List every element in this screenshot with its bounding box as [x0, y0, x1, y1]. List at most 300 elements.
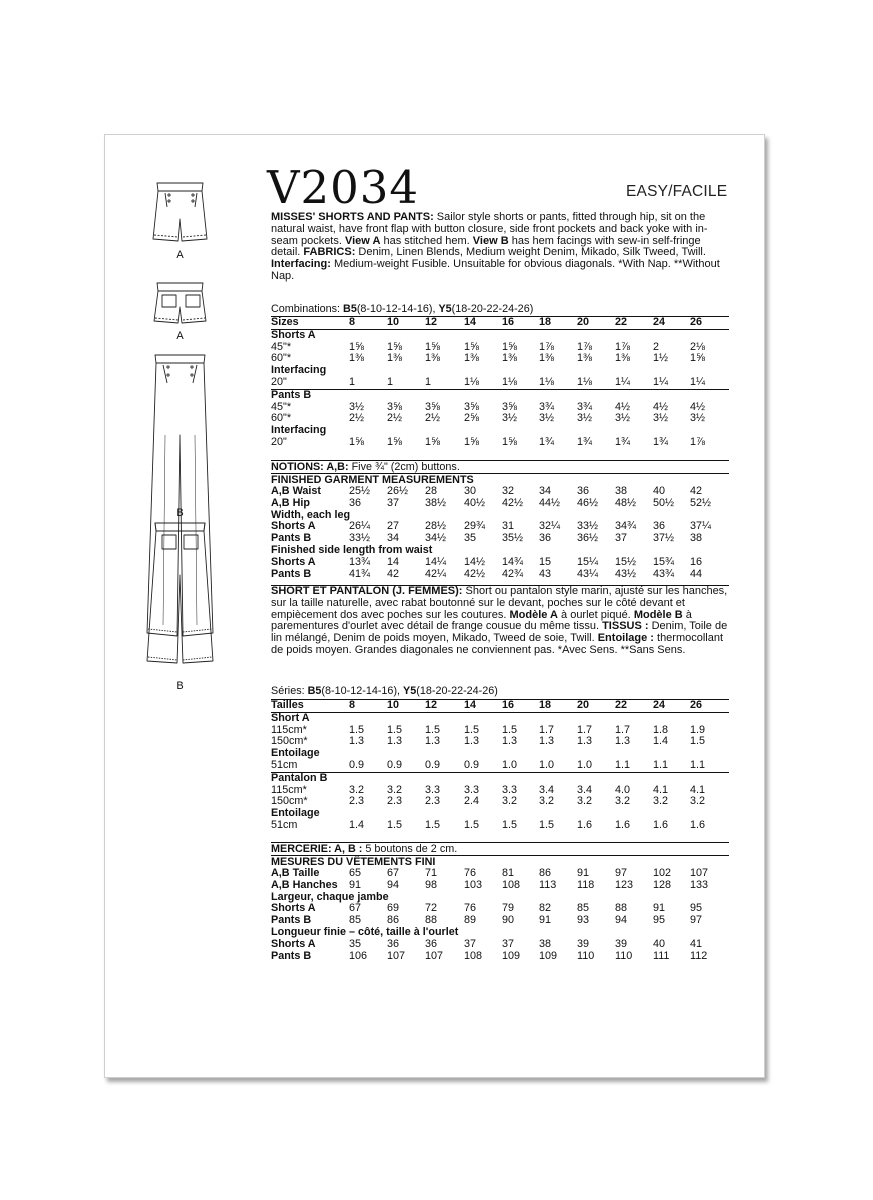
- table-cell: 88: [425, 914, 438, 927]
- table-cell: 15¾: [653, 555, 675, 568]
- table-cell: 102: [653, 867, 672, 879]
- table-cell: 16: [690, 555, 703, 568]
- table-cell: 85: [349, 914, 362, 927]
- row-label: Pants B: [271, 949, 312, 962]
- row-label: Interfacing: [271, 364, 327, 377]
- table-cell: 1⅝: [349, 340, 365, 353]
- french-description: [271, 586, 731, 657]
- table-row: [271, 377, 728, 389]
- size-header-row: [271, 700, 728, 712]
- table-cell: 1.4: [349, 818, 365, 831]
- table-cell: 36: [349, 496, 362, 509]
- table-cell: 2.3: [387, 795, 403, 808]
- table-cell: 36: [577, 485, 590, 497]
- table-cell: 1.3: [387, 735, 403, 748]
- table-cell: 1⅜: [387, 352, 403, 365]
- table-row: [271, 939, 728, 951]
- table-cell: 91: [539, 914, 552, 927]
- table-cell: 3.2: [539, 795, 555, 808]
- table-cell: 3.2: [577, 795, 593, 808]
- table-cell: 1.5: [690, 735, 706, 748]
- figure-label-a: A: [176, 330, 184, 342]
- table-cell: 91: [577, 867, 590, 879]
- table-cell: 3.4: [577, 783, 593, 796]
- table-cell: 1.9: [690, 723, 706, 736]
- description-heading: SHORT ET PANTALON (J. FEMMES):: [271, 585, 463, 597]
- table-cell: 43: [539, 567, 552, 580]
- table-cell: 98: [425, 878, 438, 891]
- table-cell: 0.9: [425, 758, 441, 771]
- table-cell: 1⅝: [425, 435, 441, 448]
- table-cell: 1⅜: [464, 352, 480, 365]
- table-cell: 32: [502, 485, 515, 497]
- table-cell: 1⅝: [464, 340, 480, 353]
- table-cell: 2.3: [425, 795, 441, 808]
- description-text: has stitched hem.: [380, 234, 473, 247]
- table-cell: 107: [690, 867, 709, 879]
- table-cell: 111: [653, 949, 670, 962]
- table-cell: 1.1: [653, 758, 669, 771]
- table-cell: 91: [349, 878, 362, 891]
- table-cell: 36: [539, 532, 552, 545]
- row-label: 20": [271, 435, 287, 448]
- table-cell: 1.5: [464, 723, 480, 736]
- table-cell: 1.5: [425, 818, 441, 831]
- table-cell: 123: [615, 878, 634, 891]
- table-cell: 65: [349, 867, 362, 879]
- table-cell: 52½: [690, 496, 712, 509]
- table-cell: 3.2: [502, 795, 518, 808]
- table-cell: 3¾: [539, 400, 555, 413]
- table-cell: 44½: [539, 496, 561, 509]
- description-text: has hem facings with sew-in self-fringe detail.: [271, 234, 701, 259]
- row-label: 51cm: [271, 758, 298, 771]
- table-row: [271, 353, 728, 365]
- size-header: 10: [387, 316, 400, 328]
- table-cell: 27: [387, 520, 400, 533]
- table-row: [271, 796, 728, 808]
- table-row: [271, 820, 728, 832]
- french-yardage-table: [271, 700, 728, 832]
- size-header: 12: [425, 316, 438, 328]
- table-cell: 1.6: [653, 818, 669, 831]
- table-cell: 2.4: [464, 795, 480, 808]
- table-cell: 1.5: [425, 723, 441, 736]
- table-cell: 113: [539, 878, 557, 891]
- table-cell: 69: [387, 902, 400, 915]
- description-text: Medium-weight Fusible. Unsuitable for obvious diagonals. *With Nap. **Without Nap.: [271, 258, 720, 282]
- table-cell: 1.5: [387, 723, 403, 736]
- table-cell: 28: [425, 485, 438, 497]
- table-cell: 3⅝: [387, 400, 403, 413]
- table-cell: 1⅜: [539, 352, 555, 365]
- table-cell: 41¾: [349, 567, 371, 580]
- table-cell: 88: [615, 902, 628, 915]
- english-measurements-table: [271, 486, 728, 580]
- row-label: Entoilage: [271, 747, 320, 760]
- row-label: A,B Hanches: [271, 878, 338, 891]
- table-cell: 37¼: [690, 520, 712, 533]
- size-header: 24: [653, 699, 666, 711]
- table-cell: 48½: [615, 496, 637, 509]
- table-cell: 36½: [577, 532, 599, 545]
- table-cell: 94: [387, 878, 400, 891]
- table-cell: 14¾: [502, 555, 524, 568]
- table-cell: 3.2: [690, 795, 706, 808]
- table-row: [271, 927, 728, 939]
- table-cell: 107: [387, 949, 406, 962]
- table-cell: 3.2: [349, 783, 365, 796]
- english-yardage-table: [271, 317, 728, 449]
- table-cell: 14¼: [425, 555, 447, 568]
- table-cell: 32¼: [539, 520, 561, 533]
- table-cell: 1⅝: [425, 340, 441, 353]
- table-cell: 39: [615, 937, 628, 950]
- description-text: à ourlet piqué.: [557, 608, 634, 621]
- table-cell: 110: [615, 949, 633, 962]
- table-cell: 1.7: [577, 723, 593, 736]
- table-cell: 43¼: [577, 567, 599, 580]
- size-header: 18: [539, 699, 552, 711]
- table-cell: 1⅛: [464, 375, 480, 388]
- table-cell: 1⅝: [349, 435, 365, 448]
- row-label: 60"*: [271, 412, 292, 425]
- table-cell: 42¾: [502, 567, 524, 580]
- description-text: Short ou pantalon style marin, ajusté sur les hanches, sur la taille naturelle, avec rabat boutonné sur le devant, poches sur le côté devant et empiècement dos avec poches sur les coutures.: [271, 585, 728, 621]
- figure-label-a: A: [176, 249, 184, 261]
- table-cell: 14: [387, 555, 400, 568]
- table-cell: 108: [502, 878, 521, 891]
- table-cell: 3.2: [615, 795, 631, 808]
- size-header: 14: [464, 316, 477, 328]
- table-row: [271, 773, 728, 785]
- row-label: Shorts A: [271, 555, 316, 568]
- table-cell: 4.0: [615, 783, 631, 796]
- table-cell: 42¼: [425, 567, 447, 580]
- row-label: Interfacing: [271, 424, 327, 437]
- french-notions: MERCERIE: A, B : 5 boutons de 2 cm.: [271, 843, 458, 855]
- table-cell: 81: [502, 867, 515, 879]
- table-cell: 2½: [425, 412, 441, 425]
- figure-label-b: B: [176, 507, 184, 519]
- table-row: [271, 498, 728, 510]
- table-cell: 1.0: [577, 758, 593, 771]
- table-cell: 1¾: [653, 435, 669, 448]
- table-cell: 15: [539, 555, 552, 568]
- table-cell: 37: [387, 496, 400, 509]
- row-label: A,B Waist: [271, 485, 321, 497]
- table-cell: 1.3: [539, 735, 555, 748]
- table-cell: 76: [464, 867, 477, 879]
- table-cell: 3½: [615, 412, 631, 425]
- table-row: [271, 545, 728, 557]
- table-cell: 38½: [425, 496, 447, 509]
- size-header: 22: [615, 699, 628, 711]
- table-cell: 1⅜: [577, 352, 593, 365]
- table-cell: 4.1: [690, 783, 706, 796]
- table-cell: 41: [690, 937, 703, 950]
- pattern-envelope-back: [104, 134, 765, 1078]
- table-cell: 3.2: [387, 783, 403, 796]
- row-label: Entoilage: [271, 807, 320, 820]
- description-heading: Modèle A: [509, 608, 558, 621]
- row-label: Shorts A: [271, 520, 316, 533]
- table-cell: 1.5: [464, 818, 480, 831]
- table-cell: 40: [653, 937, 666, 950]
- description-heading: TISSUS :: [602, 620, 649, 633]
- table-cell: 1⅝: [502, 435, 518, 448]
- table-cell: 1.6: [577, 818, 593, 831]
- row-label: Pants B: [271, 567, 312, 580]
- size-header: 26: [690, 316, 703, 328]
- row-label: Short A: [271, 711, 310, 724]
- table-cell: 4½: [615, 400, 631, 413]
- table-cell: 1.3: [577, 735, 593, 748]
- table-cell: 36: [425, 937, 438, 950]
- table-cell: 3⅝: [464, 400, 480, 413]
- table-cell: 35½: [502, 532, 524, 545]
- table-cell: 107: [425, 949, 444, 962]
- english-description: [271, 212, 731, 283]
- description-heading: View B: [472, 234, 509, 247]
- description-heading: Entoilage :: [597, 632, 654, 645]
- table-cell: 1.8: [653, 723, 669, 736]
- row-label: 60"*: [271, 352, 292, 365]
- table-cell: 1.5: [502, 723, 518, 736]
- table-cell: 50½: [653, 496, 675, 509]
- table-cell: 1.1: [615, 758, 631, 771]
- table-cell: 133: [690, 878, 709, 891]
- table-cell: 1⅞: [615, 340, 631, 353]
- table-cell: 37: [464, 937, 477, 950]
- table-cell: 35: [464, 532, 477, 545]
- table-cell: 0.9: [349, 758, 365, 771]
- table-cell: 1.4: [653, 735, 669, 748]
- description-text: Denim, Linen Blends, Medium weight Denim, Mikado, Silk Tweed, Twill.: [355, 246, 706, 259]
- table-cell: 1⅜: [425, 352, 441, 365]
- table-cell: 1.7: [539, 723, 555, 736]
- table-cell: 1.5: [502, 818, 518, 831]
- row-label: 45"*: [271, 400, 292, 413]
- table-cell: 40½: [464, 496, 486, 509]
- table-cell: 1⅛: [539, 375, 555, 388]
- table-cell: 97: [615, 867, 628, 879]
- table-cell: 2½: [349, 412, 365, 425]
- table-row: [271, 736, 728, 748]
- pattern-number: V2034: [267, 161, 420, 214]
- table-row: [271, 569, 728, 581]
- table-cell: 91: [653, 902, 666, 915]
- table-cell: 13¾: [349, 555, 371, 568]
- row-label: Largeur, chaque jambe: [271, 890, 389, 903]
- table-cell: 103: [464, 878, 483, 891]
- table-cell: 1¼: [653, 375, 669, 388]
- table-cell: 1⅝: [387, 435, 403, 448]
- table-cell: 2½: [387, 412, 403, 425]
- row-label: Shorts A: [271, 902, 316, 915]
- table-row: [271, 437, 728, 449]
- table-cell: 26½: [387, 485, 409, 497]
- table-cell: 1⅝: [690, 352, 706, 365]
- table-cell: 1¼: [615, 375, 631, 388]
- table-cell: 15¼: [577, 555, 599, 568]
- size-header-label: Tailles: [271, 699, 304, 711]
- table-row: [271, 330, 728, 342]
- table-cell: 3½: [502, 412, 518, 425]
- size-header-label: Sizes: [271, 316, 299, 328]
- table-cell: 95: [653, 914, 666, 927]
- table-cell: 1⅞: [539, 340, 555, 353]
- table-cell: 79: [502, 902, 515, 915]
- table-cell: 46½: [577, 496, 599, 509]
- table-cell: 1.1: [690, 758, 706, 771]
- table-cell: 3½: [539, 412, 555, 425]
- table-cell: 26¼: [349, 520, 371, 533]
- size-header: 16: [502, 699, 515, 711]
- table-cell: 33½: [349, 532, 371, 545]
- figure-label-b: B: [176, 680, 184, 692]
- table-cell: 3½: [577, 412, 593, 425]
- table-row: [271, 951, 728, 963]
- table-cell: 67: [349, 902, 362, 915]
- row-label: A,B Hip: [271, 496, 310, 509]
- table-cell: 1.5: [387, 818, 403, 831]
- table-cell: 37½: [653, 532, 675, 545]
- row-label: Longueur finie – côté, taille à l'ourlet: [271, 925, 459, 938]
- table-cell: 33½: [577, 520, 599, 533]
- table-cell: 1⅝: [502, 340, 518, 353]
- table-cell: 39: [577, 937, 590, 950]
- description-heading: Modèle B: [633, 608, 683, 621]
- table-cell: 86: [387, 914, 400, 927]
- table-cell: 67: [387, 867, 400, 879]
- table-cell: 38: [690, 532, 703, 545]
- table-cell: 110: [577, 949, 595, 962]
- table-cell: 25½: [349, 485, 371, 497]
- table-cell: 118: [577, 878, 595, 891]
- table-cell: 1⅛: [502, 375, 518, 388]
- size-header: 20: [577, 699, 590, 711]
- table-cell: 1⅞: [577, 340, 593, 353]
- table-cell: 2.3: [349, 795, 365, 808]
- table-cell: 76: [464, 902, 477, 915]
- table-cell: 4½: [690, 400, 706, 413]
- table-cell: 2: [653, 340, 660, 353]
- table-cell: 3.3: [464, 783, 480, 796]
- table-cell: 43¾: [653, 567, 675, 580]
- row-label: Shorts A: [271, 328, 316, 341]
- table-cell: 1.3: [349, 735, 365, 748]
- table-cell: 1¼: [690, 375, 706, 388]
- table-cell: 31: [502, 520, 515, 533]
- table-cell: 3½: [653, 412, 669, 425]
- table-cell: 15½: [615, 555, 637, 568]
- table-cell: 1⅝: [387, 340, 403, 353]
- table-cell: 0.9: [387, 758, 403, 771]
- table-cell: 1.5: [539, 818, 555, 831]
- table-cell: 1¾: [539, 435, 555, 448]
- row-label: Width, each leg: [271, 508, 351, 521]
- row-label: 115cm*: [271, 723, 307, 736]
- table-cell: 3.4: [539, 783, 555, 796]
- pants-b-back-drawing: [105, 135, 265, 695]
- table-cell: 1.3: [425, 735, 441, 748]
- table-cell: 34¾: [615, 520, 637, 533]
- row-label: 150cm*: [271, 795, 308, 808]
- row-label: A,B Taille: [271, 867, 320, 879]
- table-cell: 71: [425, 867, 438, 879]
- english-combinations: Combinations: B5(8-10-12-14-16), Y5(18-20-22-24-26): [271, 303, 534, 315]
- table-cell: 34: [387, 532, 400, 545]
- size-header: 10: [387, 699, 400, 711]
- size-header: 18: [539, 316, 552, 328]
- row-label: Pants B: [271, 914, 312, 927]
- table-row: [271, 390, 728, 402]
- table-cell: 40: [653, 485, 666, 497]
- table-cell: 112: [690, 949, 708, 962]
- table-cell: 29¾: [464, 520, 486, 533]
- table-cell: 1.3: [502, 735, 518, 748]
- size-header: 12: [425, 699, 438, 711]
- table-cell: 1.7: [615, 723, 631, 736]
- table-row: [271, 880, 728, 892]
- table-cell: 1⅜: [615, 352, 631, 365]
- table-cell: 14½: [464, 555, 486, 568]
- size-header-row: [271, 317, 728, 329]
- table-cell: 109: [502, 949, 521, 962]
- description-text: thermocollant de poids moyen. Grandes diagonales ne conviennent pas. *Avec Sens. **Sans Sens.: [271, 632, 724, 656]
- size-header: 24: [653, 316, 666, 328]
- english-measurements-title: FINISHED GARMENT MEASUREMENTS: [271, 474, 474, 486]
- table-cell: 1¾: [615, 435, 631, 448]
- row-label: 20": [271, 375, 287, 388]
- table-cell: 95: [690, 902, 703, 915]
- table-cell: 108: [464, 949, 483, 962]
- description-text: Denim, Toile de lin mélangé, Denim de poids moyen, Mikado, Tweed de soie, Twill.: [271, 620, 728, 645]
- table-cell: 3½: [349, 400, 365, 413]
- description-heading: Interfacing:: [271, 258, 331, 271]
- table-cell: 1.6: [690, 818, 706, 831]
- french-measurements-title: MESURES DU VÊTEMENTS FINI: [271, 856, 436, 868]
- table-cell: 1.3: [464, 735, 480, 748]
- table-cell: 1⅞: [690, 435, 706, 448]
- table-cell: 36: [387, 937, 400, 950]
- table-cell: 128: [653, 878, 672, 891]
- table-cell: 42: [387, 567, 400, 580]
- table-cell: 44: [690, 567, 703, 580]
- table-cell: 72: [425, 902, 438, 915]
- row-label: Shorts A: [271, 937, 316, 950]
- table-cell: 93: [577, 914, 590, 927]
- size-header: 16: [502, 316, 515, 328]
- row-label: 51cm: [271, 818, 298, 831]
- row-label: 150cm*: [271, 735, 308, 748]
- table-cell: 37: [502, 937, 515, 950]
- table-cell: 1½: [653, 352, 669, 365]
- row-label: Pantalon B: [271, 771, 328, 784]
- table-cell: 109: [539, 949, 558, 962]
- table-cell: 34: [539, 485, 552, 497]
- english-notions: NOTIONS: A,B: Five ¾" (2cm) buttons.: [271, 461, 460, 473]
- table-cell: 3.3: [502, 783, 518, 796]
- size-header: 22: [615, 316, 628, 328]
- table-cell: 4.1: [653, 783, 669, 796]
- table-cell: 38: [539, 937, 552, 950]
- table-cell: 1: [349, 375, 356, 388]
- table-cell: 1: [425, 375, 432, 388]
- table-cell: 38: [615, 485, 628, 497]
- table-cell: 28½: [425, 520, 447, 533]
